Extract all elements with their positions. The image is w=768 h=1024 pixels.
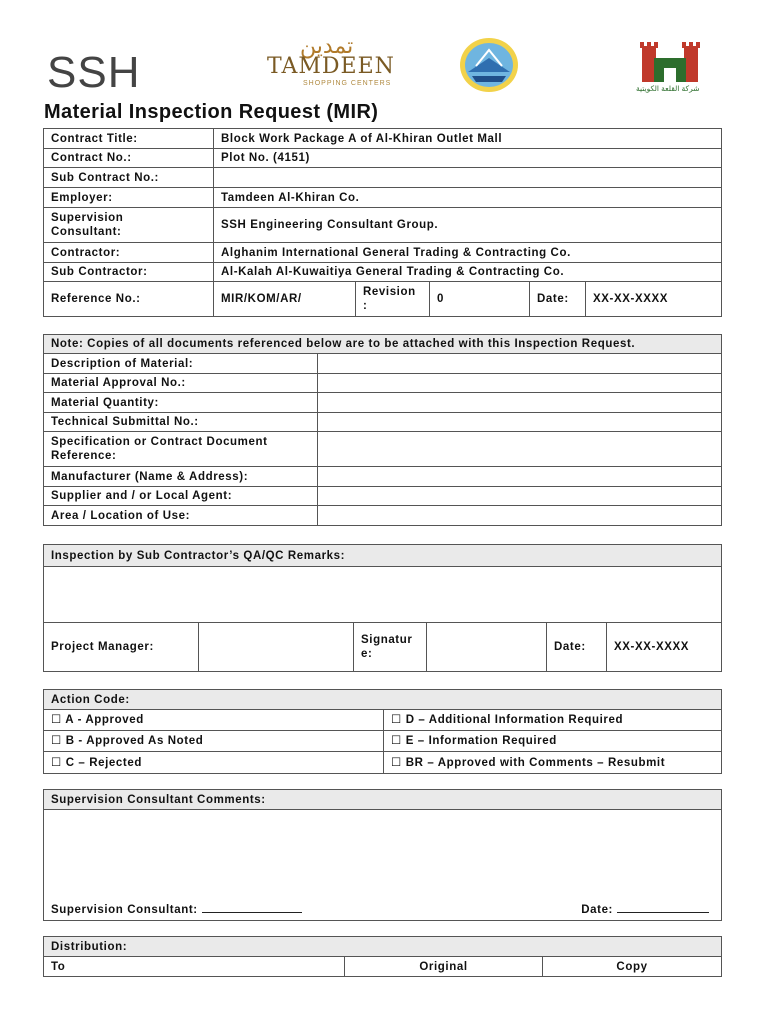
checkbox-icon[interactable]: ☐ [51, 756, 62, 769]
action-code-row [44, 731, 722, 752]
supervision-consultant-label: Supervision Consultant: [51, 904, 198, 916]
supervision-consultant-signature-line[interactable] [202, 902, 302, 913]
material-note: Note: Copies of all documents referenced below are to be attached with this Inspection Request. [44, 335, 722, 354]
material-row-label: Technical Submittal No.: [44, 413, 318, 432]
inspection-date-label: Date: [547, 623, 607, 672]
revision-label-line2: : [363, 300, 368, 312]
material-row [44, 413, 722, 432]
material-row-label: Material Quantity: [44, 393, 318, 413]
checkbox-icon[interactable]: ☐ [51, 714, 62, 726]
action-code-row [44, 710, 722, 731]
employer-row [44, 188, 722, 208]
material-row [44, 506, 722, 526]
supervision-comments-label: Supervision Consultant Comments: [44, 790, 722, 810]
action-code-text: B - Approved As Noted [65, 735, 204, 747]
material-table [43, 334, 722, 526]
project-manager-label: Project Manager: [44, 623, 199, 672]
material-row-value [318, 374, 722, 393]
supervision-label-line2: Consultant: [51, 226, 122, 238]
signature-label-line2: e: [361, 648, 373, 660]
action-code-header-row [44, 690, 722, 710]
signature-label [354, 623, 427, 672]
material-row-label-line2: Reference: [51, 450, 117, 462]
employer-value: Tamdeen Al-Khiran Co. [214, 188, 722, 208]
contract-title-row [44, 129, 722, 149]
distribution-col-to: To [44, 957, 345, 977]
distribution-col-original: Original [345, 957, 543, 977]
material-row-label: Description of Material: [44, 354, 318, 374]
contract-title-label: Contract Title: [44, 129, 214, 149]
material-row [44, 432, 722, 467]
action-code-option[interactable] [44, 731, 384, 752]
material-note-row [44, 335, 722, 354]
action-code-text: E – Information Required [405, 735, 557, 747]
material-row-value [318, 413, 722, 432]
action-code-table [43, 689, 722, 774]
inspection-signoff-row [44, 623, 722, 672]
supervision-comments-body-row [44, 810, 722, 921]
contract-title-value: Block Work Package A of Al-Khiran Outlet Mall [214, 129, 722, 149]
inspection-remarks-row [44, 567, 722, 623]
supervision-consultant-signoff [44, 810, 444, 921]
action-code-row [44, 752, 722, 774]
ssh-logo: SSH [47, 48, 141, 97]
material-row-label: Supplier and / or Local Agent: [44, 487, 318, 506]
sub-contract-no-label: Sub Contract No.: [44, 168, 214, 188]
material-row [44, 393, 722, 413]
action-code-text: A - Approved [65, 714, 144, 726]
tamdeen-logo-subtitle: SHOPPING CENTERS [303, 80, 392, 87]
inspection-remarks-label: Inspection by Sub Contractor’s QA/QC Remarks: [44, 545, 722, 567]
material-row-label [44, 432, 318, 467]
castle-logo-text: شركة القلعة الكويتية [636, 84, 700, 93]
material-row [44, 487, 722, 506]
tamdeen-arabic-logo: تمدين [300, 34, 354, 59]
supervision-row [44, 208, 722, 243]
sub-contractor-value: Al-Kalah Al-Kuwaitiya General Trading & Contracting Co. [214, 263, 722, 282]
material-row [44, 354, 722, 374]
distribution-columns-row [44, 957, 722, 977]
distribution-header-row [44, 937, 722, 957]
action-code-option[interactable] [384, 752, 722, 774]
tamdeen-logo: TAMDEEN [267, 54, 395, 79]
sub-contract-no-value [214, 168, 722, 188]
material-row-label: Material Approval No.: [44, 374, 318, 393]
signature-field[interactable] [427, 623, 547, 672]
contract-no-row [44, 149, 722, 168]
revision-label [356, 282, 430, 317]
material-row-value [318, 354, 722, 374]
material-row-value [318, 467, 722, 487]
material-row-value [318, 506, 722, 526]
contractor-value: Alghanim International General Trading & Contracting Co. [214, 243, 722, 263]
employer-label: Employer: [44, 188, 214, 208]
material-row-label: Area / Location of Use: [44, 506, 318, 526]
contractor-label: Contractor: [44, 243, 214, 263]
sub-contractor-row [44, 263, 722, 282]
action-code-text: BR – Approved with Comments – Resubmit [405, 756, 666, 769]
supervision-date-label: Date: [581, 904, 613, 916]
checkbox-icon[interactable]: ☐ [51, 735, 62, 747]
project-manager-field[interactable] [199, 623, 354, 672]
reference-date-value: XX-XX-XXXX [586, 282, 722, 317]
sub-contractor-label: Sub Contractor: [44, 263, 214, 282]
supervision-date-signoff [444, 810, 722, 921]
action-code-label: Action Code: [44, 690, 722, 710]
inspection-remarks-header-row [44, 545, 722, 567]
action-code-option[interactable] [44, 710, 384, 731]
action-code-option[interactable] [384, 731, 722, 752]
reference-row [44, 282, 722, 317]
action-code-option[interactable] [384, 710, 722, 731]
inspection-table [43, 544, 722, 672]
contract-no-label: Contract No.: [44, 149, 214, 168]
material-row-label-line1: Specification or Contract Document [51, 436, 268, 448]
emblem-logo [458, 36, 520, 94]
contract-no-value: Plot No. (4151) [214, 149, 722, 168]
contractor-row [44, 243, 722, 263]
supervision-date-line[interactable] [617, 902, 709, 913]
signature-label-line1: Signatur [361, 634, 413, 646]
inspection-date-value: XX-XX-XXXX [607, 623, 722, 672]
distribution-col-copy: Copy [543, 957, 722, 977]
reference-date-label: Date: [530, 282, 586, 317]
inspection-remarks-field[interactable] [44, 567, 722, 623]
action-code-text: D – Additional Information Required [405, 714, 624, 726]
material-row [44, 374, 722, 393]
checkbox-icon[interactable]: ☐ [391, 714, 402, 726]
page-title: Material Inspection Request (MIR) [44, 101, 379, 123]
material-row-value [318, 393, 722, 413]
material-row [44, 467, 722, 487]
supervision-comments-table [43, 789, 722, 921]
supervision-label-line1: Supervision [51, 212, 124, 224]
supervision-comments-header-row [44, 790, 722, 810]
material-row-value [318, 432, 722, 467]
reference-value: MIR/KOM/AR/ [214, 282, 356, 317]
checkbox-icon[interactable]: ☐ [391, 756, 402, 769]
reference-label: Reference No.: [44, 282, 214, 317]
supervision-label [44, 208, 214, 243]
material-row-label: Manufacturer (Name & Address): [44, 467, 318, 487]
contract-info-table [43, 128, 722, 317]
checkbox-icon[interactable]: ☐ [391, 735, 402, 747]
revision-label-line1: Revision [363, 286, 416, 298]
supervision-value: SSH Engineering Consultant Group. [214, 208, 722, 243]
action-code-option[interactable] [44, 752, 384, 774]
distribution-table [43, 936, 722, 977]
action-code-text: C – Rejected [65, 756, 142, 769]
material-row-value [318, 487, 722, 506]
distribution-label: Distribution: [44, 937, 722, 957]
sub-contract-no-row [44, 168, 722, 188]
revision-value: 0 [430, 282, 530, 317]
